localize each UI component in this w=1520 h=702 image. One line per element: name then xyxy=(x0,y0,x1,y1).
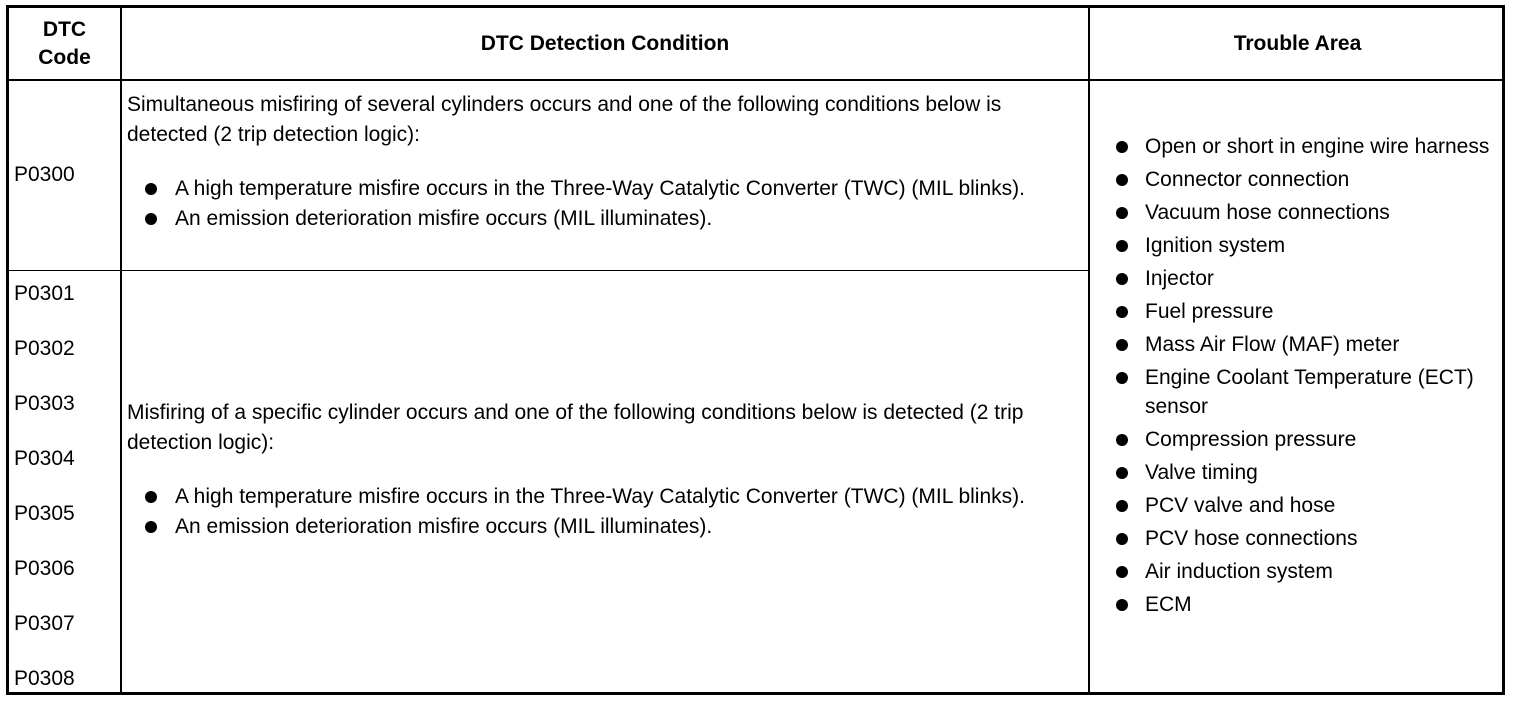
row1-bullet-text: A high temperature misfire occurs in the Three-Way Catalytic Converter (TWC) (MIL blinks). xyxy=(175,177,1025,200)
dtc-code-p0300: P0300 xyxy=(14,163,75,186)
bullet-icon xyxy=(1116,174,1128,186)
bullet-icon xyxy=(1116,566,1128,578)
trouble-area-text: Air induction system xyxy=(1145,560,1333,583)
row1-bullet-item xyxy=(127,204,1082,234)
row1-bullet-text: An emission deterioration misfire occurs (MIL illuminates). xyxy=(175,207,713,230)
row2-bullet-text: An emission deterioration misfire occurs (MIL illuminates). xyxy=(175,515,713,538)
trouble-area-item xyxy=(1112,132,1492,161)
bullet-icon xyxy=(145,213,157,225)
header-dtc-code-line1: DTC xyxy=(42,17,87,41)
header-detection-condition: DTC Detection Condition xyxy=(480,31,730,55)
header-divider xyxy=(9,79,1502,81)
column-divider-2 xyxy=(1088,8,1090,692)
column-divider-1 xyxy=(120,8,122,692)
trouble-area-text: Connector connection xyxy=(1145,168,1350,191)
trouble-area-text: Vacuum hose connections xyxy=(1145,201,1390,224)
trouble-area-item xyxy=(1112,425,1492,454)
row-divider xyxy=(9,270,1089,271)
trouble-area-text: ECM xyxy=(1145,593,1192,616)
dtc-code-p0305: P0305 xyxy=(14,502,75,525)
row1-bullet-item xyxy=(127,174,1082,204)
trouble-area-text: PCV valve and hose xyxy=(1145,494,1336,517)
trouble-area-text: Open or short in engine wire harness xyxy=(1145,135,1490,158)
trouble-area-item xyxy=(1112,264,1492,293)
trouble-area-item xyxy=(1112,524,1492,553)
trouble-area-item xyxy=(1112,557,1492,586)
dtc-code-p0306: P0306 xyxy=(14,557,75,580)
trouble-area-item xyxy=(1112,198,1492,227)
header-dtc-code-line2: Code xyxy=(38,45,91,69)
row2-bullet-list xyxy=(127,482,1082,542)
trouble-area-text: Fuel pressure xyxy=(1145,300,1274,323)
header-trouble-area: Trouble Area xyxy=(1233,31,1362,55)
trouble-area-cell xyxy=(1112,132,1492,623)
trouble-area-item xyxy=(1112,491,1492,520)
trouble-area-text: Compression pressure xyxy=(1145,428,1357,451)
row2-bullet-text: A high temperature misfire occurs in the Three-Way Catalytic Converter (TWC) (MIL blinks). xyxy=(175,485,1025,508)
trouble-area-text: Injector xyxy=(1145,267,1214,290)
trouble-area-item xyxy=(1112,363,1492,421)
bullet-icon xyxy=(145,491,157,503)
dtc-code-p0304: P0304 xyxy=(14,447,75,470)
bullet-icon xyxy=(1116,207,1128,219)
bullet-icon xyxy=(1116,434,1128,446)
trouble-area-item xyxy=(1112,165,1492,194)
row1-condition xyxy=(127,90,1082,234)
row2-intro: Misfiring of a specific cylinder occurs and one of the following conditions below is detected (2 trip detection logic): xyxy=(127,401,1024,454)
bullet-icon xyxy=(1116,533,1128,545)
trouble-area-item xyxy=(1112,458,1492,487)
trouble-area-item xyxy=(1112,297,1492,326)
trouble-area-item xyxy=(1112,590,1492,619)
bullet-icon xyxy=(1116,500,1128,512)
trouble-area-list xyxy=(1112,132,1492,619)
row2-condition xyxy=(127,398,1082,542)
row1-bullet-list xyxy=(127,174,1082,234)
dtc-code-p0302: P0302 xyxy=(14,337,75,360)
trouble-area-item xyxy=(1112,330,1492,359)
row1-intro: Simultaneous misfiring of several cylinders occurs and one of the following conditions below is detected (2 trip detection logic): xyxy=(127,93,1002,146)
trouble-area-text: Valve timing xyxy=(1145,461,1258,484)
trouble-area-text: PCV hose connections xyxy=(1145,527,1358,550)
dtc-code-p0303: P0303 xyxy=(14,392,75,415)
bullet-icon xyxy=(1116,240,1128,252)
bullet-icon xyxy=(1116,599,1128,611)
bullet-icon xyxy=(1116,339,1128,351)
trouble-area-text: Engine Coolant Temperature (ECT) sensor xyxy=(1145,366,1474,418)
dtc-table xyxy=(6,5,1505,695)
bullet-icon xyxy=(145,183,157,195)
bullet-icon xyxy=(1116,306,1128,318)
header-dtc-code xyxy=(9,8,120,79)
dtc-code-p0301: P0301 xyxy=(14,282,75,305)
trouble-area-item xyxy=(1112,231,1492,260)
bullet-icon xyxy=(1116,467,1128,479)
bullet-icon xyxy=(145,521,157,533)
row2-bullet-item xyxy=(127,512,1082,542)
trouble-area-text: Ignition system xyxy=(1145,234,1286,257)
bullet-icon xyxy=(1116,372,1128,384)
bullet-icon xyxy=(1116,141,1128,153)
dtc-code-p0308: P0308 xyxy=(14,667,75,690)
row2-bullet-item xyxy=(127,482,1082,512)
trouble-area-text: Mass Air Flow (MAF) meter xyxy=(1145,333,1400,356)
dtc-code-p0307: P0307 xyxy=(14,612,75,635)
bullet-icon xyxy=(1116,273,1128,285)
